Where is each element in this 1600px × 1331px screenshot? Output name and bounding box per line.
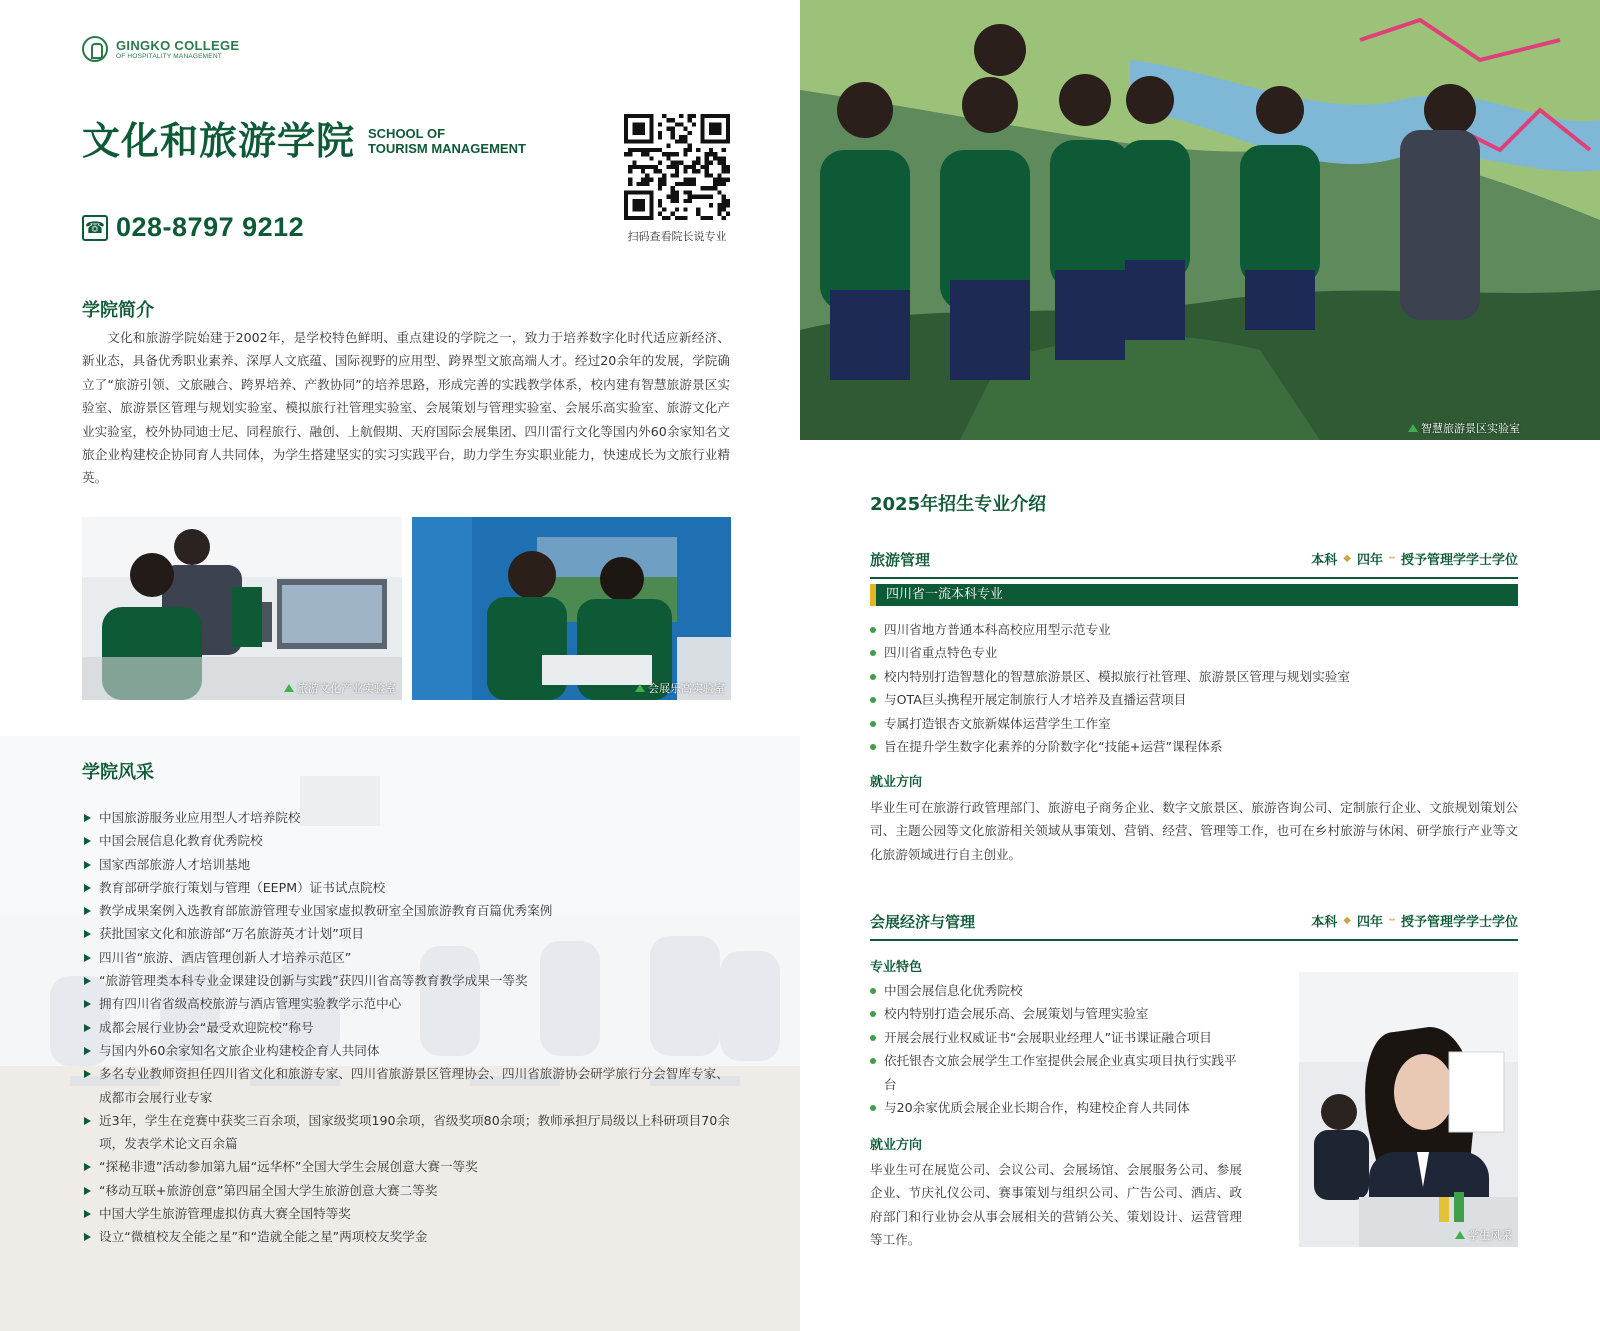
photo-student-style	[1299, 972, 1518, 1247]
honor-item: 国家西部旅游人才培训基地	[84, 853, 740, 876]
honor-item: “探秘非遗”活动参加第九届“远华杯”全国大学生会展创意大赛一等奖	[84, 1155, 740, 1178]
cap-icon: ◆	[1343, 915, 1351, 926]
feature-item: 与20余家优质会展企业长期合作，构建校企育人共同体	[870, 1096, 1242, 1119]
photo-caption: 学生风采	[1468, 1229, 1512, 1242]
tourism-career-title: 就业方向	[870, 775, 923, 790]
photo-caption: 智慧旅游景区实验室	[1421, 422, 1520, 435]
exhibition-career-title: 就业方向	[870, 1138, 923, 1153]
photo-culture-lab	[82, 517, 402, 700]
feature-item: 专属打造银杏文旅新媒体运营学生工作室	[870, 712, 1518, 735]
major-name: 旅游管理	[870, 551, 931, 569]
honor-item: 四川省“旅游、酒店管理创新人才培养示范区”	[84, 946, 740, 969]
qr-caption: 扫码查看院长说专业	[627, 230, 727, 243]
caption-triangle-icon	[1408, 424, 1418, 432]
qr-code[interactable]	[624, 114, 730, 220]
photo-caption: 会展乐高实验室	[648, 682, 725, 695]
feature-item: 校内特别打造智慧化的智慧旅游景区、模拟旅行社管理、旅游景区管理与规划实验室	[870, 665, 1518, 688]
major-name: 会展经济与管理	[870, 913, 976, 931]
honor-item: 教育部研学旅行策划与管理（EEPM）证书试点院校	[84, 876, 740, 899]
honor-item: 获批国家文化和旅游部“万名旅游英才计划”项目	[84, 922, 740, 945]
honor-item: 教学成果案例入选教育部旅游管理专业国家虚拟教研室全国旅游教育百篇优秀案例	[84, 899, 740, 922]
caption-triangle-icon	[1455, 1231, 1465, 1239]
honor-item: 多名专业教师资担任四川省文化和旅游专家、四川省旅游景区管理协会、四川省旅游协会研学旅行分会智库专家、成都市会展行业专家	[84, 1062, 740, 1109]
feature-item: 中国会展信息化优秀院校	[870, 979, 1242, 1002]
photo-smart-scenic-lab	[800, 0, 1600, 440]
phone-number: 028-8797 9212	[116, 212, 305, 242]
dash-divider-icon: ┅	[1388, 553, 1395, 564]
feature-item: 依托银杏文旅会展学生工作室提供会展企业真实项目执行实践平台	[870, 1049, 1242, 1096]
tourism-career-text: 毕业生可在旅游行政管理部门、旅游电子商务企业、数字文旅景区、旅游咨询公司、定制旅行企业、文旅规划策划公司、主题公园等文化旅游相关领域从事策划、营销、经营、管理等工作，也可在乡村旅游与休闲、研学旅行产业等文化旅游领域进行自主创业。	[870, 800, 1518, 862]
dash-divider-icon: ┅	[1388, 915, 1395, 926]
school-title-cn: 文化和旅游学院	[82, 119, 356, 163]
college-logo	[82, 36, 239, 62]
caption-triangle-icon	[284, 684, 294, 692]
cap-icon: ◆	[1343, 553, 1351, 564]
major-meta: 本科 ◆ 四年 ┅ 授予管理学学士学位	[1311, 553, 1518, 568]
honor-item: 中国大学生旅游管理虚拟仿真大赛全国特等奖	[84, 1202, 740, 1225]
logo-subname: OF HOSPITALITY MANAGEMENT	[116, 53, 222, 60]
honor-item: 近3年，学生在竞赛中获奖三百余项，国家级奖项190余项，省级奖项80余项；教师承担厅局级以上科研项目70余项，发表学术论文百余篇	[84, 1109, 740, 1156]
phone-contact[interactable]	[82, 212, 304, 243]
honor-item: 成都会展行业协会“最受欢迎院校”称号	[84, 1016, 740, 1039]
honor-item: “旅游管理类本科专业金课建设创新与实践”获四川省高等教育教学成果一等奖	[84, 969, 740, 992]
major-header-tourism	[870, 549, 1518, 579]
honor-item: 拥有四川省省级高校旅游与酒店管理实验教学示范中心	[84, 992, 740, 1015]
logo-name: GINGKO COLLEGE	[116, 38, 240, 53]
first-class-banner: 四川省一流本科专业	[870, 584, 1518, 606]
majors-title: 2025年招生专业介绍	[870, 494, 1047, 515]
honor-item: 中国会展信息化教育优秀院校	[84, 829, 740, 852]
honor-item: 中国旅游服务业应用型人才培养院校	[84, 806, 740, 829]
feature-item: 四川省重点特色专业	[870, 641, 1518, 664]
honors-title: 学院风采	[82, 762, 154, 783]
honor-item: 设立“微植校友全能之星”和“造就全能之星”两项校友奖学金	[84, 1225, 740, 1248]
ginkgo-logo-icon	[82, 36, 108, 62]
intro-text: 文化和旅游学院始建于2002年，是学校特色鲜明、重点建设的学院之一，致力于培养数字化时代适应新经济、新业态，具备优秀职业素养、深厚人文底蕴、国际视野的应用型、跨界型文旅高端人才。经过20余年的发展，学院确立了“旅游引领、文旅融合、跨界培养、产教协同”的培养思路，形成完善的实践教学体系，校内建有智慧旅游景区实验室、旅游景区管理与规划实验室、模拟旅行社管理实验室、会展策划与管理实验室、会展乐高实验室、旅游文化产业实验室，校外协同迪士尼、同程旅行、融创、上航假期、天府国际会展集团、四川雷行文化等国内外60余家知名文旅企业构建校企协同育人共同体，为学生搭建坚实的实习实践平台，助力学生夯实职业能力，快速成长为文旅行业精英。	[82, 330, 730, 486]
feature-item: 四川省地方普通本科高校应用型示范专业	[870, 618, 1518, 641]
feature-item: 校内特别打造会展乐高、会展策划与管理实验室	[870, 1002, 1242, 1025]
honors-list	[84, 806, 740, 1249]
telephone-icon: ☎	[82, 215, 108, 241]
photo-lego-lab	[412, 517, 731, 700]
feature-item: 旨在提升学生数字化素养的分阶数字化“技能+运营”课程体系	[870, 735, 1518, 758]
photo-caption: 旅游文化产业实验室	[297, 682, 396, 695]
major-header-exhibition	[870, 911, 1518, 941]
exhibition-features-title: 专业特色	[870, 960, 923, 975]
exhibition-features-list	[870, 979, 1242, 1119]
caption-triangle-icon	[635, 684, 645, 692]
exhibition-career-text: 毕业生可在展览公司、会议公司、会展场馆、会展服务公司、参展企业、节庆礼仪公司、赛事策划与组织公司、广告公司、酒店、政府部门和行业协会从事会展相关的营销公关、策划设计、运营管理等工作。	[870, 1162, 1242, 1248]
honor-item: 与国内外60余家知名文旅企业构建校企育人共同体	[84, 1039, 740, 1062]
tourism-features-list	[870, 618, 1518, 758]
intro-title: 学院简介	[82, 300, 154, 321]
honor-item: “移动互联+旅游创意”第四届全国大学生旅游创意大赛二等奖	[84, 1179, 740, 1202]
feature-item: 开展会展行业权威证书“会展职业经理人”证书课证融合项目	[870, 1026, 1242, 1049]
school-title-en: SCHOOL OF TOURISM MANAGEMENT	[368, 126, 526, 156]
major-meta: 本科 ◆ 四年 ┅ 授予管理学学士学位	[1311, 915, 1518, 930]
feature-item: 与OTA巨头携程开展定制旅行人才培养及直播运营项目	[870, 688, 1518, 711]
